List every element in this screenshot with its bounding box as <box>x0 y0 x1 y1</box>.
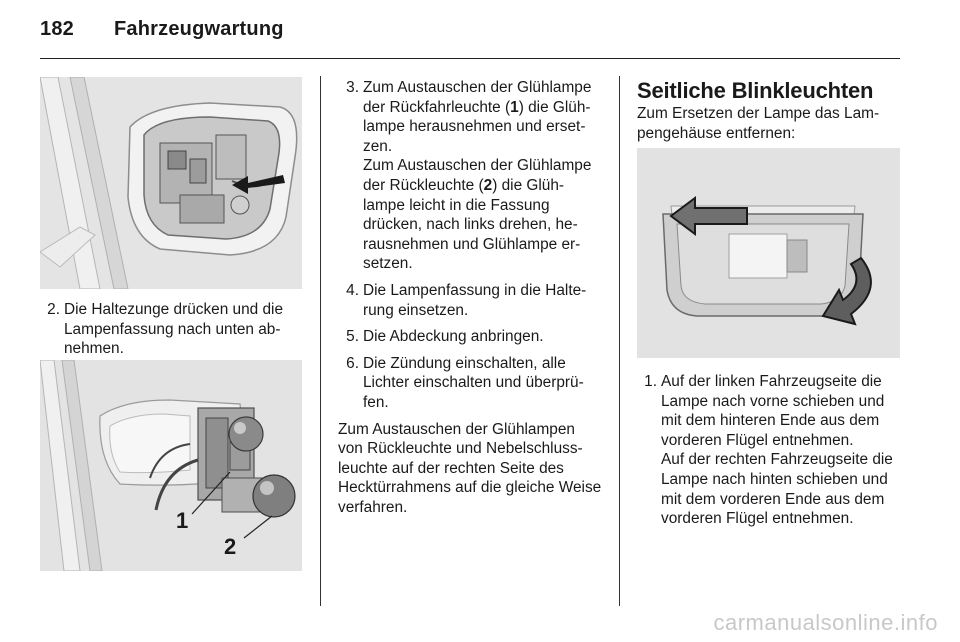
figure-side-indicator <box>637 148 900 358</box>
step-number: 5. <box>346 328 359 346</box>
figure-label-2: 2 <box>224 534 237 559</box>
step-number: 2. <box>47 301 60 318</box>
list-item-step-4 <box>339 281 603 320</box>
column-3 <box>637 78 901 143</box>
list-item-step-5 <box>339 327 603 347</box>
header-rule <box>40 58 900 59</box>
page-number: 182 <box>40 18 74 40</box>
step-text: Die Zündung einschalten, alle Lichter einschalten und überprü-fen. <box>363 354 584 411</box>
step-1-subparagraph: Auf der rechten Fahrzeugseite die Lampe nach hinten schieben und mit dem vorderen Ende aus dem vorderen Flügel entnehmen. <box>661 451 893 528</box>
step-number: 6. <box>346 354 359 372</box>
body-paragraph: Zum Austauschen der Glühlampen von Rückleuchte und Nebelschluss-leuchte auf der rechten Seite des Hecktürrahmens auf die gleiche Weise verfahren. <box>338 420 602 516</box>
page-title: Fahrzeugwartung <box>114 18 284 40</box>
column-2 <box>339 78 603 517</box>
column-3-lower <box>637 372 901 529</box>
callout-1: 1 <box>510 98 519 116</box>
section-heading: Seitliche Blinkleuchten <box>637 78 874 103</box>
step-text: Auf der linken Fahrzeugseite die Lampe nach vorne schieben und mit dem hinteren Ende aus dem vorderen Flügel entnehmen. <box>661 373 885 449</box>
step-number: 4. <box>346 281 359 299</box>
callout-2: 2 <box>483 176 493 194</box>
column-divider-2 <box>619 76 620 606</box>
step-text: Die Abdeckung anbringen. <box>363 328 544 346</box>
figure-label-1: 1 <box>176 508 189 533</box>
step-text: Die Haltezunge drücken und die Lampenfassung nach unten ab-nehmen. <box>64 301 284 358</box>
section-intro: Zum Ersetzen der Lampe das Lam-pengehäuse entfernen: <box>637 105 880 142</box>
step-number: 3. <box>346 79 359 96</box>
step-text: Die Lampenfassung in die Halte-rung einsetzen. <box>363 281 587 319</box>
figure-lamp-housing <box>40 77 302 289</box>
page-header <box>40 18 284 41</box>
list-item-step-6 <box>339 354 603 413</box>
step-3-subparagraph: Zum Austauschen der Glühlampe der Rückleuchte (2) die Glüh-lampe leicht in die Fassung drücken, nach links drehen, he-rausnehmen und Glühlampe er-setzen. <box>363 157 592 273</box>
column-divider-1 <box>320 76 321 606</box>
footer-watermark: carmanualsonline.info <box>713 610 938 635</box>
step-number: 1. <box>644 373 657 390</box>
column-1 <box>40 300 302 359</box>
list-item-step-3: 3. Zum Austauschen der Glühlampe der Rückfahrleuchte (1) die Glüh-lampe herausnehmen und erset-zen. <box>339 78 603 156</box>
list-item-step-1 <box>637 372 901 450</box>
figure-bulb-holder <box>40 360 302 571</box>
list-item-step-2 <box>40 300 302 359</box>
